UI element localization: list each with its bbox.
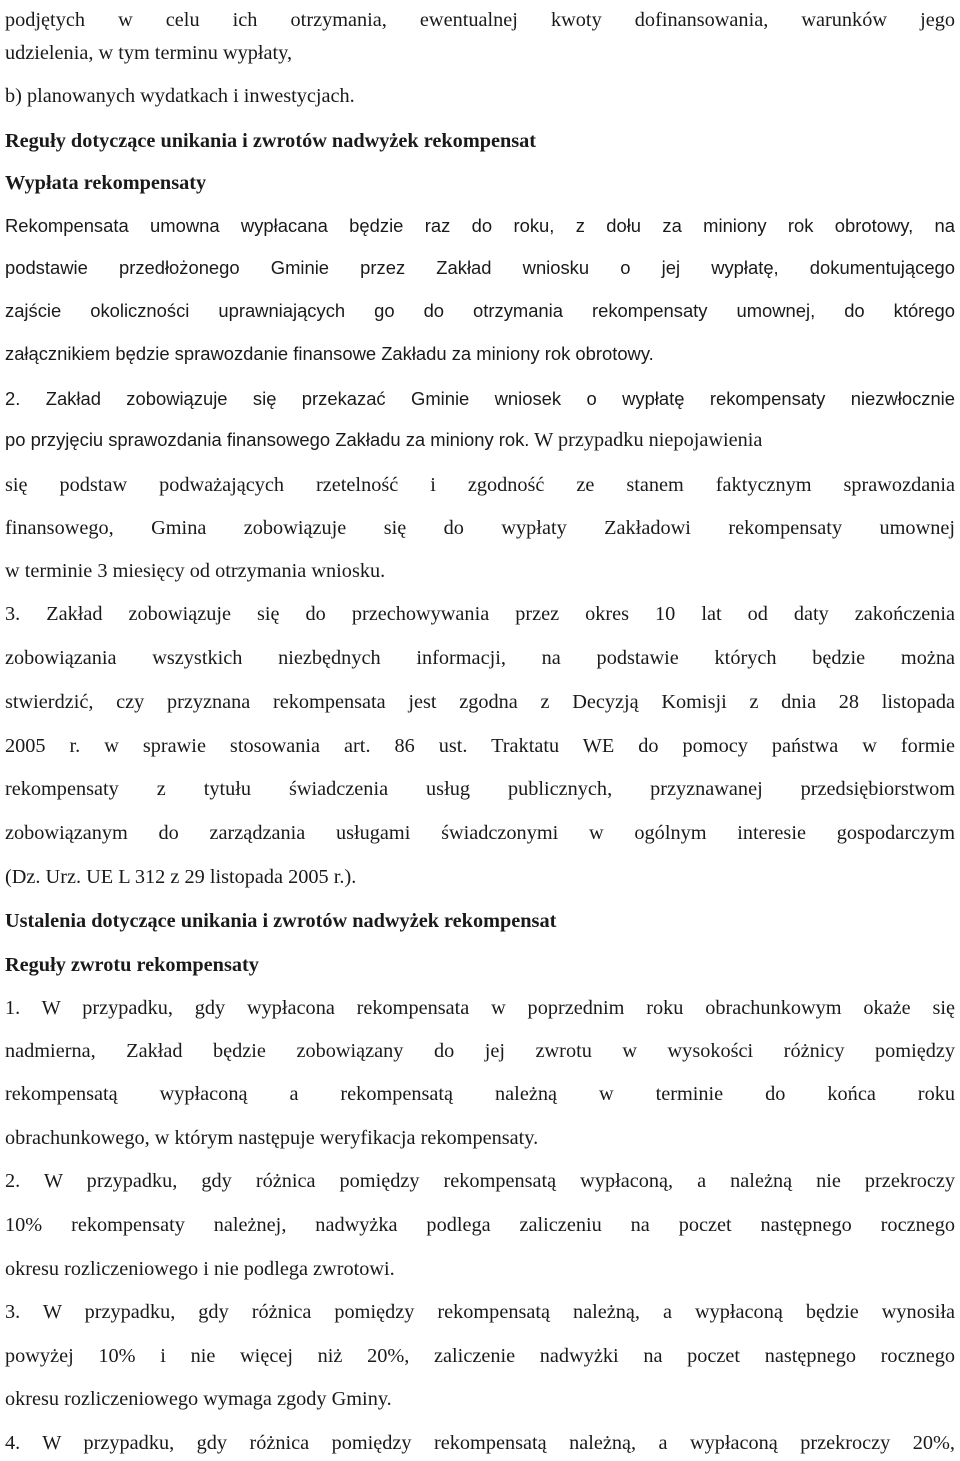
body-text-line: udzielenia, w tym terminu wypłaty, xyxy=(5,42,293,64)
body-text-line: finansowego, Gmina zobowiązuje się do wypłaty Zakładowi rekompensaty umownej xyxy=(5,517,955,539)
body-text-line: b) planowanych wydatkach i inwestycjach. xyxy=(5,85,355,107)
body-text-line: 2005 r. w sprawie stosowania art. 86 ust. Traktatu WE do pomocy państwa w formie xyxy=(5,735,955,757)
body-text-line: podstawie przedłożonego Gminie przez Zakład wniosku o jej wypłatę, dokumentującego xyxy=(5,257,955,278)
body-text-line: zobowiązania wszystkich niezbędnych informacji, na podstawie których będzie można xyxy=(5,647,955,669)
body-text-line: 3. W przypadku, gdy różnica pomiędzy rekompensatą należną, a wypłaconą będzie wynosiła xyxy=(5,1301,955,1323)
body-text-line: załącznikiem będzie sprawozdanie finansowe Zakładu za miniony rok obrotowy. xyxy=(5,343,654,364)
body-text-segment: po przyjęciu sprawozdania finansowego Zakładu za miniony rok. xyxy=(5,429,530,450)
body-text-line: podjętych w celu ich otrzymania, ewentualnej kwoty dofinansowania, warunków jego xyxy=(5,9,955,31)
body-text-line: (Dz. Urz. UE L 312 z 29 listopada 2005 r.). xyxy=(5,866,357,888)
body-text-line: 2. Zakład zobowiązuje się przekazać Gminie wniosek o wypłatę rekompensaty niezwłocznie xyxy=(5,388,955,409)
subsection-heading: Reguły zwrotu rekompensaty xyxy=(5,954,259,976)
body-text-line: rekompensaty z tytułu świadczenia usług publicznych, przyznawanej przedsiębiorstwom xyxy=(5,778,955,800)
body-text-line: nadmierna, Zakład będzie zobowiązany do jej zwrotu w wysokości różnicy pomiędzy xyxy=(5,1040,955,1062)
body-text-line: zajście okoliczności uprawniających go do otrzymania rekompensaty umownej, do którego xyxy=(5,300,955,321)
body-text-line: w terminie 3 miesięcy od otrzymania wniosku. xyxy=(5,560,386,582)
body-text-line: obrachunkowego, w którym następuje weryfikacja rekompensaty. xyxy=(5,1127,539,1149)
body-text-line: powyżej 10% i nie więcej niż 20%, zaliczenie nadwyżki na poczet następnego rocznego xyxy=(5,1345,955,1367)
body-text-line: stwierdzić, czy przyznana rekompensata jest zgodna z Decyzją Komisji z dnia 28 listopada xyxy=(5,691,955,713)
body-text-line: się podstaw podważających rzetelność i zgodność ze stanem faktycznym sprawozdania xyxy=(5,474,955,496)
body-text-line: Rekompensata umowna wypłacana będzie raz do roku, z dołu za miniony rok obrotowy, na xyxy=(5,215,955,236)
body-text-line: okresu rozliczeniowego i nie podlega zwrotowi. xyxy=(5,1258,395,1280)
mixed-text-line xyxy=(5,422,762,458)
subsection-heading: Wypłata rekompensaty xyxy=(5,172,207,194)
body-text-line: 2. W przypadku, gdy różnica pomiędzy rekompensatą wypłaconą, a należną nie przekroczy xyxy=(5,1170,955,1192)
body-text-line: okresu rozliczeniowego wymaga zgody Gminy. xyxy=(5,1388,392,1410)
body-text-line: 3. Zakład zobowiązuje się do przechowywania przez okres 10 lat od daty zakończenia xyxy=(5,603,955,625)
section-heading: Ustalenia dotyczące unikania i zwrotów nadwyżek rekompensat xyxy=(5,910,557,932)
body-text-line: 4. W przypadku, gdy różnica pomiędzy rekompensatą należną, a wypłaconą przekroczy 20%, xyxy=(5,1432,955,1454)
body-text-line: zobowiązanym do zarządzania usługami świadczonymi w ogólnym interesie gospodarczym xyxy=(5,822,955,844)
body-text-line: rekompensatą wypłaconą a rekompensatą należną w terminie do końca roku xyxy=(5,1083,955,1105)
body-text-segment: W przypadku niepojawienia xyxy=(534,429,763,451)
body-text-line: 10% rekompensaty należnej, nadwyżka podlega zaliczeniu na poczet następnego rocznego xyxy=(5,1214,955,1236)
section-heading: Reguły dotyczące unikania i zwrotów nadwyżek rekompensat xyxy=(5,130,537,152)
body-text-line: 1. W przypadku, gdy wypłacona rekompensata w poprzednim roku obrachunkowym okaże się xyxy=(5,997,955,1019)
